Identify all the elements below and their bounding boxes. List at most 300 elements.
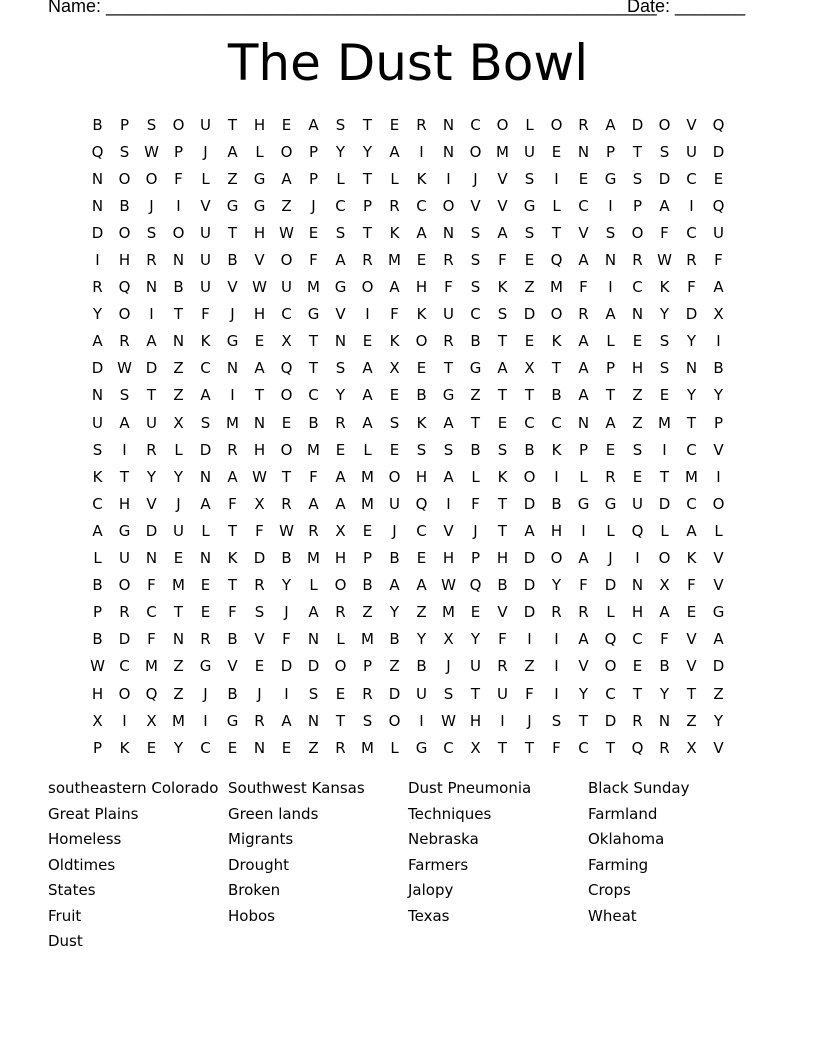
grid-letter[interactable]: T	[605, 738, 616, 757]
grid-letter[interactable]: C	[578, 196, 589, 215]
grid-letter[interactable]: A	[281, 711, 292, 730]
grid-letter[interactable]: X	[713, 305, 724, 324]
grid-letter[interactable]: Y	[173, 467, 184, 486]
grid-letter[interactable]: B	[362, 576, 373, 595]
grid-letter[interactable]: M	[361, 494, 374, 513]
grid-letter[interactable]: N	[172, 332, 185, 351]
grid-letter[interactable]: J	[311, 196, 316, 215]
grid-letter[interactable]: R	[578, 115, 589, 134]
grid-letter[interactable]: I	[149, 305, 154, 324]
grid-letter[interactable]: X	[524, 359, 535, 378]
grid-letter[interactable]: D	[523, 305, 536, 324]
grid-letter[interactable]: K	[227, 549, 238, 568]
grid-letter[interactable]: B	[92, 115, 103, 134]
grid-letter[interactable]: Z	[173, 359, 184, 378]
grid-letter[interactable]: E	[713, 169, 724, 188]
grid-letter[interactable]: N	[145, 549, 158, 568]
grid-letter[interactable]: A	[308, 494, 319, 513]
grid-letter[interactable]: X	[281, 332, 292, 351]
grid-letter[interactable]: N	[442, 223, 455, 242]
grid-letter[interactable]: Q	[145, 684, 158, 703]
grid-letter[interactable]: O	[496, 115, 509, 134]
grid-letter[interactable]: Y	[686, 332, 697, 351]
grid-letter[interactable]: J	[257, 684, 262, 703]
grid-letter[interactable]: E	[227, 738, 238, 757]
grid-letter[interactable]: Z	[173, 657, 184, 676]
grid-letter[interactable]: V	[686, 630, 697, 649]
grid-letter[interactable]: S	[605, 223, 616, 242]
grid-letter[interactable]: O	[118, 169, 131, 188]
grid-letter[interactable]: R	[146, 251, 157, 270]
grid-letter[interactable]: J	[473, 521, 478, 540]
grid-letter[interactable]: S	[470, 223, 481, 242]
grid-letter[interactable]: Y	[362, 142, 373, 161]
grid-letter[interactable]: A	[308, 603, 319, 622]
grid-letter[interactable]: T	[443, 359, 454, 378]
grid-letter[interactable]: P	[92, 738, 103, 757]
grid-letter[interactable]: N	[442, 142, 455, 161]
grid-letter[interactable]: P	[578, 440, 589, 459]
grid-letter[interactable]: R	[146, 440, 157, 459]
grid-letter[interactable]: L	[606, 332, 615, 351]
grid-letter[interactable]: A	[92, 332, 103, 351]
grid-letter[interactable]: H	[415, 467, 428, 486]
grid-letter[interactable]: A	[335, 467, 346, 486]
grid-letter[interactable]: C	[686, 494, 697, 513]
grid-letter[interactable]: T	[308, 359, 319, 378]
grid-letter[interactable]: G	[226, 196, 239, 215]
grid-letter[interactable]: S	[335, 115, 346, 134]
grid-letter[interactable]: D	[91, 223, 104, 242]
grid-letter[interactable]: F	[660, 223, 669, 242]
grid-letter[interactable]: N	[577, 413, 590, 432]
grid-letter[interactable]: M	[658, 413, 671, 432]
grid-letter[interactable]: F	[498, 251, 507, 270]
grid-letter[interactable]: J	[608, 549, 613, 568]
grid-letter[interactable]: Z	[173, 684, 184, 703]
name-field-label[interactable]: Name: _______________________________________________________	[48, 0, 657, 16]
grid-letter[interactable]: B	[92, 630, 103, 649]
grid-letter[interactable]: U	[281, 278, 292, 297]
grid-letter[interactable]: S	[146, 115, 157, 134]
grid-letter[interactable]: M	[172, 576, 185, 595]
grid-letter[interactable]: I	[689, 196, 694, 215]
grid-letter[interactable]: B	[227, 630, 238, 649]
grid-letter[interactable]: B	[308, 413, 319, 432]
grid-letter[interactable]: O	[280, 142, 293, 161]
grid-letter[interactable]: D	[658, 494, 671, 513]
grid-letter[interactable]: M	[361, 630, 374, 649]
grid-letter[interactable]: N	[604, 251, 617, 270]
grid-letter[interactable]: J	[176, 494, 181, 513]
grid-letter[interactable]: D	[685, 305, 698, 324]
grid-letter[interactable]: H	[91, 684, 104, 703]
grid-letter[interactable]: R	[335, 413, 346, 432]
grid-letter[interactable]: M	[307, 549, 320, 568]
grid-letter[interactable]: D	[604, 711, 617, 730]
grid-letter[interactable]: Y	[578, 684, 589, 703]
grid-letter[interactable]: W	[441, 711, 456, 730]
grid-letter[interactable]: S	[335, 223, 346, 242]
grid-letter[interactable]: X	[686, 738, 697, 757]
grid-letter[interactable]: J	[473, 169, 478, 188]
grid-letter[interactable]: U	[389, 494, 400, 513]
grid-letter[interactable]: E	[200, 603, 211, 622]
grid-letter[interactable]: N	[145, 278, 158, 297]
grid-letter[interactable]: O	[118, 576, 131, 595]
grid-letter[interactable]: T	[362, 115, 373, 134]
grid-letter[interactable]: K	[551, 440, 562, 459]
grid-letter[interactable]: F	[444, 278, 453, 297]
grid-letter[interactable]: A	[443, 413, 454, 432]
grid-letter[interactable]: S	[659, 359, 670, 378]
grid-letter[interactable]: A	[659, 603, 670, 622]
grid-letter[interactable]: A	[362, 413, 373, 432]
grid-letter[interactable]: O	[145, 169, 158, 188]
grid-letter[interactable]: B	[659, 657, 670, 676]
grid-letter[interactable]: I	[419, 142, 424, 161]
grid-letter[interactable]: F	[714, 251, 723, 270]
grid-letter[interactable]: O	[118, 684, 131, 703]
grid-letter[interactable]: D	[145, 359, 158, 378]
grid-letter[interactable]: R	[119, 332, 130, 351]
grid-letter[interactable]: P	[92, 603, 103, 622]
grid-letter[interactable]: T	[470, 413, 481, 432]
grid-letter[interactable]: O	[388, 467, 401, 486]
grid-letter[interactable]: Z	[227, 169, 238, 188]
grid-letter[interactable]: N	[226, 359, 239, 378]
grid-letter[interactable]: T	[497, 494, 508, 513]
grid-letter[interactable]: S	[335, 359, 346, 378]
grid-letter[interactable]: D	[712, 142, 725, 161]
grid-letter[interactable]: O	[631, 223, 644, 242]
grid-letter[interactable]: D	[388, 684, 401, 703]
grid-letter[interactable]: E	[389, 440, 400, 459]
grid-letter[interactable]: Z	[362, 603, 373, 622]
grid-letter[interactable]: E	[578, 169, 589, 188]
grid-letter[interactable]: E	[470, 603, 481, 622]
grid-letter[interactable]: I	[122, 440, 127, 459]
grid-letter[interactable]: R	[416, 115, 427, 134]
grid-letter[interactable]: L	[201, 521, 210, 540]
grid-letter[interactable]: C	[416, 196, 427, 215]
grid-letter[interactable]: E	[524, 332, 535, 351]
grid-letter[interactable]: T	[497, 521, 508, 540]
grid-letter[interactable]: G	[307, 305, 320, 324]
grid-letter[interactable]: M	[307, 440, 320, 459]
grid-letter[interactable]: L	[660, 521, 669, 540]
grid-letter[interactable]: I	[554, 684, 559, 703]
grid-letter[interactable]: I	[635, 549, 640, 568]
grid-letter[interactable]: A	[92, 521, 103, 540]
grid-letter[interactable]: C	[308, 386, 319, 405]
grid-letter[interactable]: G	[199, 657, 212, 676]
grid-letter[interactable]: Q	[631, 738, 644, 757]
grid-letter[interactable]: I	[554, 467, 559, 486]
grid-letter[interactable]: I	[581, 521, 586, 540]
grid-letter[interactable]: O	[172, 115, 185, 134]
grid-letter[interactable]: L	[201, 169, 210, 188]
grid-letter[interactable]: U	[200, 223, 211, 242]
grid-letter[interactable]: F	[390, 305, 399, 324]
grid-letter[interactable]: Y	[173, 738, 184, 757]
grid-letter[interactable]: F	[525, 684, 534, 703]
grid-letter[interactable]: Z	[389, 657, 400, 676]
grid-letter[interactable]: O	[550, 549, 563, 568]
grid-letter[interactable]: V	[443, 521, 454, 540]
grid-letter[interactable]: U	[470, 657, 481, 676]
grid-letter[interactable]: P	[605, 359, 616, 378]
grid-letter[interactable]: B	[92, 576, 103, 595]
grid-letter[interactable]: W	[441, 576, 456, 595]
grid-letter[interactable]: D	[199, 440, 212, 459]
grid-letter[interactable]: I	[716, 467, 721, 486]
grid-letter[interactable]: N	[91, 386, 104, 405]
grid-letter[interactable]: U	[713, 223, 724, 242]
grid-letter[interactable]: U	[686, 142, 697, 161]
grid-letter[interactable]: R	[551, 603, 562, 622]
grid-letter[interactable]: Y	[281, 576, 292, 595]
grid-letter[interactable]: O	[550, 305, 563, 324]
grid-letter[interactable]: V	[497, 196, 508, 215]
grid-letter[interactable]: S	[443, 440, 454, 459]
grid-letter[interactable]: Y	[389, 603, 400, 622]
grid-letter[interactable]: Y	[335, 142, 346, 161]
grid-letter[interactable]: A	[308, 115, 319, 134]
grid-letter[interactable]: N	[631, 305, 644, 324]
grid-letter[interactable]: N	[199, 549, 212, 568]
grid-letter[interactable]: V	[254, 630, 265, 649]
grid-letter[interactable]: D	[523, 549, 536, 568]
grid-letter[interactable]: N	[685, 359, 698, 378]
grid-letter[interactable]: Z	[470, 386, 481, 405]
grid-letter[interactable]: F	[309, 251, 318, 270]
grid-letter[interactable]: A	[443, 467, 454, 486]
grid-letter[interactable]: V	[686, 115, 697, 134]
grid-letter[interactable]: A	[200, 386, 211, 405]
grid-letter[interactable]: I	[554, 169, 559, 188]
grid-letter[interactable]: I	[230, 386, 235, 405]
grid-letter[interactable]: N	[631, 576, 644, 595]
grid-letter[interactable]: N	[91, 169, 104, 188]
grid-letter[interactable]: H	[118, 251, 131, 270]
grid-letter[interactable]: R	[254, 576, 265, 595]
grid-letter[interactable]: D	[631, 115, 644, 134]
grid-letter[interactable]: E	[200, 576, 211, 595]
grid-letter[interactable]: Y	[551, 576, 562, 595]
grid-letter[interactable]: A	[713, 630, 724, 649]
grid-letter[interactable]: J	[230, 305, 235, 324]
grid-letter[interactable]: E	[416, 251, 427, 270]
grid-letter[interactable]: R	[389, 196, 400, 215]
grid-letter[interactable]: A	[227, 142, 238, 161]
grid-letter[interactable]: M	[361, 467, 374, 486]
grid-letter[interactable]: Z	[416, 603, 427, 622]
grid-letter[interactable]: O	[334, 576, 347, 595]
grid-letter[interactable]: Q	[118, 278, 131, 297]
grid-letter[interactable]: W	[90, 657, 105, 676]
grid-letter[interactable]: M	[226, 413, 239, 432]
grid-letter[interactable]: C	[92, 494, 103, 513]
grid-letter[interactable]: O	[658, 549, 671, 568]
grid-letter[interactable]: O	[604, 657, 617, 676]
grid-letter[interactable]: M	[496, 142, 509, 161]
grid-letter[interactable]: F	[147, 630, 156, 649]
grid-letter[interactable]: C	[578, 738, 589, 757]
grid-letter[interactable]: P	[362, 549, 373, 568]
grid-letter[interactable]: E	[551, 142, 562, 161]
grid-letter[interactable]: Q	[604, 630, 617, 649]
grid-letter[interactable]: I	[662, 440, 667, 459]
grid-letter[interactable]: P	[605, 142, 616, 161]
grid-letter[interactable]: A	[362, 386, 373, 405]
grid-letter[interactable]: A	[362, 359, 373, 378]
grid-letter[interactable]: K	[416, 413, 427, 432]
grid-letter[interactable]: A	[659, 196, 670, 215]
grid-letter[interactable]: T	[227, 115, 238, 134]
grid-letter[interactable]: G	[604, 494, 617, 513]
grid-letter[interactable]: I	[284, 684, 289, 703]
grid-letter[interactable]: K	[497, 467, 508, 486]
grid-letter[interactable]: A	[524, 521, 535, 540]
grid-letter[interactable]: E	[389, 115, 400, 134]
grid-letter[interactable]: B	[416, 386, 427, 405]
grid-letter[interactable]: S	[119, 142, 130, 161]
grid-letter[interactable]: K	[200, 332, 211, 351]
grid-letter[interactable]: N	[577, 142, 590, 161]
grid-letter[interactable]: M	[550, 278, 563, 297]
grid-letter[interactable]: R	[281, 494, 292, 513]
grid-letter[interactable]: V	[713, 440, 724, 459]
grid-letter[interactable]: T	[173, 603, 184, 622]
grid-letter[interactable]: F	[660, 630, 669, 649]
grid-letter[interactable]: E	[497, 413, 508, 432]
grid-letter[interactable]: F	[498, 630, 507, 649]
grid-letter[interactable]: W	[279, 223, 294, 242]
grid-letter[interactable]: G	[523, 196, 536, 215]
grid-letter[interactable]: R	[227, 440, 238, 459]
grid-letter[interactable]: I	[527, 630, 532, 649]
grid-letter[interactable]: S	[470, 278, 481, 297]
grid-letter[interactable]: L	[390, 169, 399, 188]
grid-letter[interactable]: T	[281, 467, 292, 486]
grid-letter[interactable]: Y	[659, 305, 670, 324]
grid-letter[interactable]: Z	[173, 386, 184, 405]
grid-letter[interactable]: F	[201, 305, 210, 324]
grid-letter[interactable]: S	[416, 440, 427, 459]
grid-letter[interactable]: R	[254, 711, 265, 730]
grid-letter[interactable]: H	[631, 603, 644, 622]
grid-letter[interactable]: G	[469, 359, 482, 378]
grid-letter[interactable]: A	[200, 494, 211, 513]
grid-letter[interactable]: S	[524, 223, 535, 242]
grid-letter[interactable]: T	[227, 223, 238, 242]
grid-letter[interactable]: U	[632, 494, 643, 513]
grid-letter[interactable]: W	[279, 521, 294, 540]
grid-letter[interactable]: O	[388, 711, 401, 730]
grid-letter[interactable]: C	[335, 196, 346, 215]
grid-letter[interactable]: R	[659, 738, 670, 757]
grid-letter[interactable]: S	[497, 305, 508, 324]
grid-letter[interactable]: A	[335, 251, 346, 270]
grid-letter[interactable]: H	[253, 440, 266, 459]
grid-letter[interactable]: O	[280, 251, 293, 270]
grid-letter[interactable]: R	[632, 711, 643, 730]
grid-letter[interactable]: N	[307, 630, 320, 649]
grid-letter[interactable]: E	[362, 332, 373, 351]
grid-letter[interactable]: H	[442, 549, 455, 568]
grid-letter[interactable]: M	[172, 711, 185, 730]
grid-letter[interactable]: Q	[712, 115, 725, 134]
grid-letter[interactable]: I	[608, 278, 613, 297]
grid-letter[interactable]: V	[578, 223, 589, 242]
grid-letter[interactable]: H	[550, 521, 563, 540]
grid-letter[interactable]: T	[470, 684, 481, 703]
grid-letter[interactable]: B	[389, 549, 400, 568]
grid-letter[interactable]: S	[389, 413, 400, 432]
grid-letter[interactable]: G	[604, 169, 617, 188]
grid-letter[interactable]: F	[174, 169, 183, 188]
grid-letter[interactable]: G	[253, 169, 266, 188]
grid-letter[interactable]: G	[415, 738, 428, 757]
grid-letter[interactable]: P	[173, 142, 184, 161]
grid-letter[interactable]: C	[416, 521, 427, 540]
grid-letter[interactable]: U	[416, 684, 427, 703]
grid-letter[interactable]: T	[497, 738, 508, 757]
grid-letter[interactable]: L	[336, 630, 345, 649]
grid-letter[interactable]: A	[416, 576, 427, 595]
grid-letter[interactable]: R	[578, 603, 589, 622]
grid-letter[interactable]: R	[119, 603, 130, 622]
grid-letter[interactable]: V	[146, 494, 157, 513]
grid-letter[interactable]: V	[713, 549, 724, 568]
grid-letter[interactable]: D	[523, 603, 536, 622]
grid-letter[interactable]: I	[419, 711, 424, 730]
grid-letter[interactable]: C	[146, 603, 157, 622]
grid-letter[interactable]: L	[579, 467, 588, 486]
grid-letter[interactable]: S	[92, 440, 103, 459]
grid-letter[interactable]: T	[254, 386, 265, 405]
grid-letter[interactable]: E	[416, 359, 427, 378]
grid-letter[interactable]: T	[362, 169, 373, 188]
grid-letter[interactable]: E	[605, 440, 616, 459]
grid-letter[interactable]: A	[497, 223, 508, 242]
grid-letter[interactable]: A	[389, 278, 400, 297]
grid-letter[interactable]: T	[497, 386, 508, 405]
grid-letter[interactable]: I	[95, 251, 100, 270]
grid-letter[interactable]: V	[227, 657, 238, 676]
grid-letter[interactable]: I	[446, 169, 451, 188]
grid-letter[interactable]: W	[657, 251, 672, 270]
grid-letter[interactable]: O	[469, 142, 482, 161]
grid-letter[interactable]: R	[443, 332, 454, 351]
grid-letter[interactable]: V	[254, 251, 265, 270]
grid-letter[interactable]: A	[254, 359, 265, 378]
grid-letter[interactable]: C	[281, 305, 292, 324]
grid-letter[interactable]: X	[173, 413, 184, 432]
grid-letter[interactable]: A	[335, 494, 346, 513]
grid-letter[interactable]: F	[687, 576, 696, 595]
grid-letter[interactable]: U	[200, 278, 211, 297]
grid-letter[interactable]: Q	[712, 196, 725, 215]
grid-letter[interactable]: N	[658, 711, 671, 730]
grid-letter[interactable]: I	[716, 332, 721, 351]
grid-letter[interactable]: H	[469, 711, 482, 730]
grid-letter[interactable]: B	[227, 251, 238, 270]
grid-letter[interactable]: H	[415, 278, 428, 297]
grid-letter[interactable]: M	[307, 278, 320, 297]
grid-letter[interactable]: R	[362, 684, 373, 703]
